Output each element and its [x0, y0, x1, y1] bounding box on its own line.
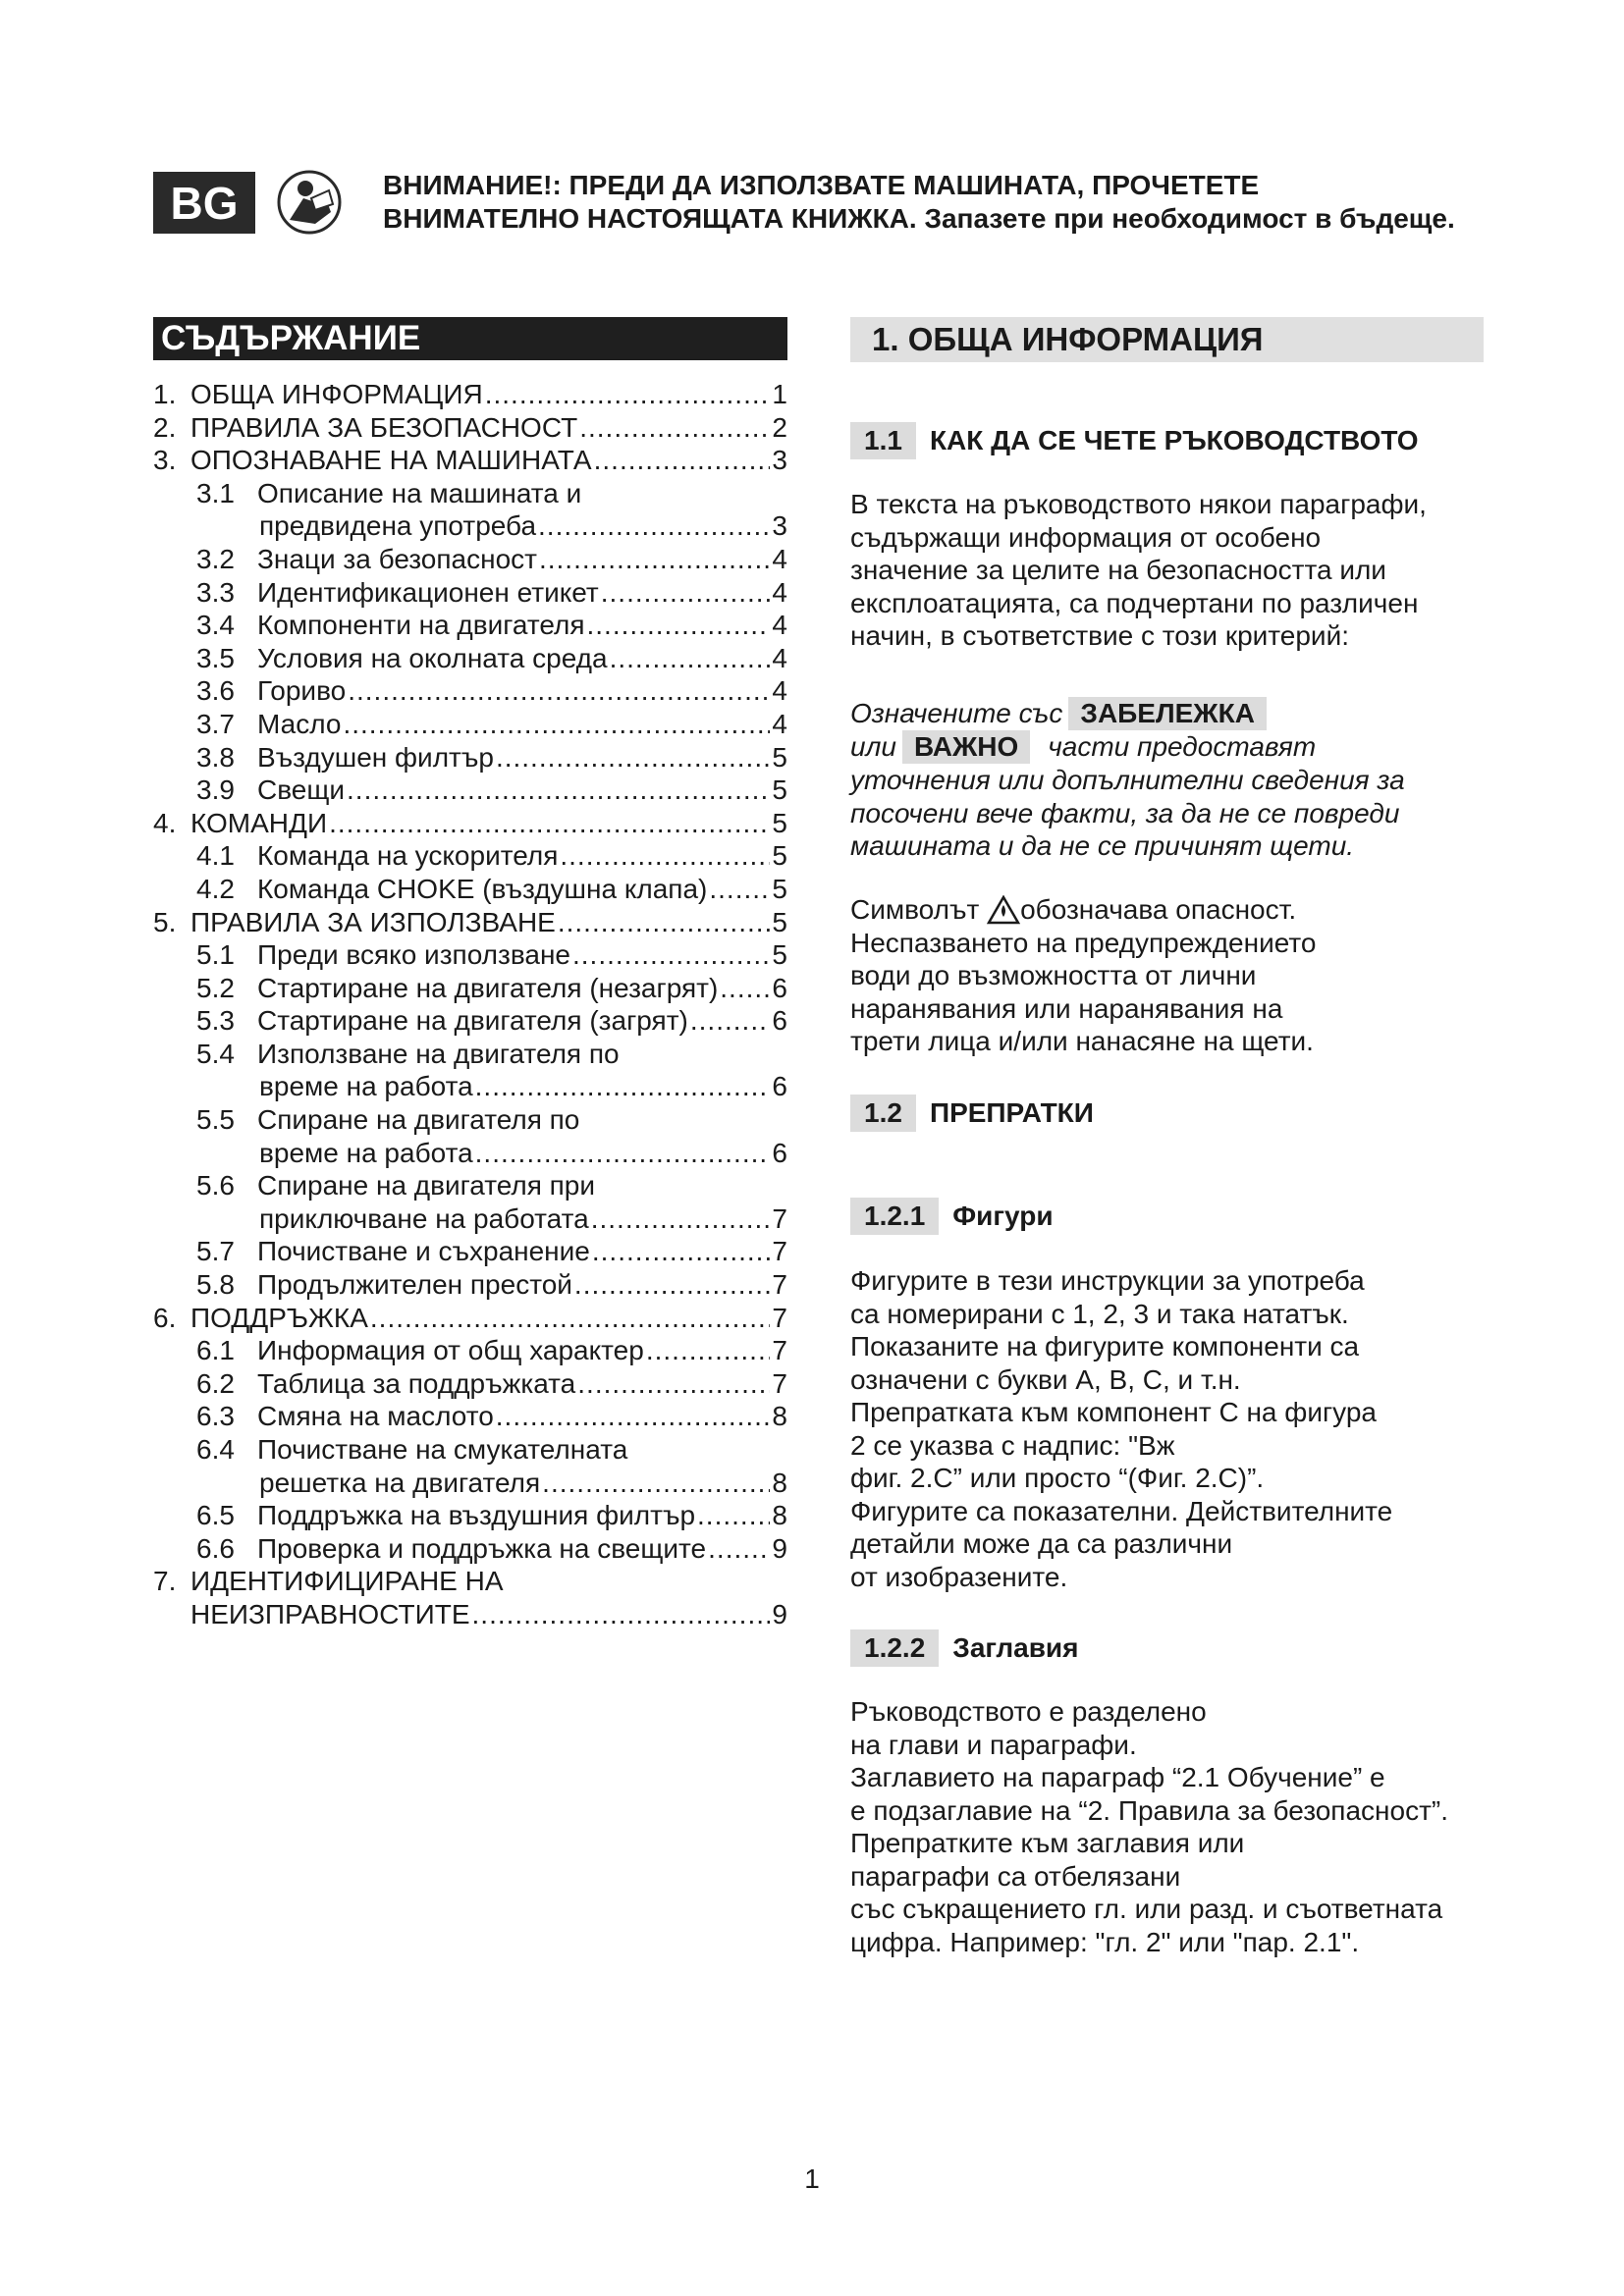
section-1-2-1-text	[850, 1264, 1498, 1593]
toc-entry-number: 5.1	[196, 939, 235, 971]
toc-entry	[153, 1499, 787, 1532]
section-number: 1.1	[850, 422, 916, 459]
text-line: уточнения или допълнителни сведения за	[850, 765, 1405, 795]
toc-leader-dots	[560, 839, 770, 873]
toc-entry-page: 2	[772, 411, 787, 443]
section-1-heading: 1. ОБЩА ИНФОРМАЦИЯ	[850, 317, 1484, 362]
toc-entry-text: време на работа	[259, 1137, 473, 1168]
warning-line-2: ВНИМАТЕЛНО НАСТОЯЩАТА КНИЖКА. Запазете при необходимост в бъдеще.	[383, 203, 1455, 234]
toc-leader-dots	[646, 1334, 771, 1367]
toc-entry-text: НЕИЗПРАВНОСТИТЕ	[190, 1598, 470, 1629]
toc-entry	[153, 1038, 787, 1071]
toc-entry-number: 3.6	[196, 675, 235, 707]
toc-entry-text: Описание на машината и	[257, 477, 582, 508]
text-line: машината и да не се причинят щети.	[850, 830, 1355, 861]
toc-entry	[153, 1598, 787, 1631]
toc-entry-text: Информация от общ характер	[257, 1335, 644, 1366]
section-number: 1.2.2	[850, 1629, 939, 1667]
text-line: на глави и параграфи.	[850, 1729, 1137, 1760]
toc-entry	[153, 1169, 787, 1202]
toc-leader-dots	[496, 741, 770, 774]
toc-entry	[153, 378, 787, 411]
toc-entry-number: 3.7	[196, 708, 235, 739]
toc-entry	[153, 1235, 787, 1268]
toc-entry-number: 5.3	[196, 1005, 235, 1037]
toc-entry-number: 5.	[153, 906, 177, 937]
toc-entry	[153, 873, 787, 906]
toc-entry-number: 5.6	[196, 1170, 235, 1201]
toc-entry	[153, 1532, 787, 1566]
toc-entry-number: 6.6	[196, 1532, 235, 1564]
section-1-2-2-text	[850, 1695, 1498, 1958]
toc-entry-text: Свещи	[257, 774, 346, 806]
toc-entry	[153, 1268, 787, 1302]
toc-entry-number: 6.4	[196, 1434, 235, 1465]
note-after: части предоставят	[1048, 731, 1317, 762]
text-line: Препратката към компонент C на фигура	[850, 1397, 1378, 1427]
toc-entry-page: 3	[772, 445, 787, 476]
toc-entry-text: предвидена употреба	[259, 510, 537, 542]
toc-entry	[153, 1004, 787, 1038]
toc-entry-number: 4.1	[196, 840, 235, 872]
toc-entry-text: Смяна на маслото	[257, 1401, 494, 1432]
toc-entry-text: Таблица за поддръжката	[257, 1367, 576, 1399]
toc-entry-page: 9	[772, 1598, 787, 1629]
toc-entry-page: 5	[772, 939, 787, 971]
toc-leader-dots	[577, 1367, 770, 1401]
toc-entry-page: 6	[772, 972, 787, 1003]
toc-entry-text: ОПОЗНАВАНЕ НА МАШИНАТА	[190, 445, 592, 476]
text-line: съдържащи информация от особено	[850, 521, 1322, 553]
toc-entry-number: 3.8	[196, 741, 235, 773]
toc-entry	[153, 774, 787, 807]
text-line: означени с букви A, B, C, и т.н.	[850, 1363, 1241, 1395]
toc-entry-number: 6.2	[196, 1367, 235, 1399]
toc-entry-page: 5	[772, 807, 787, 838]
toc-entry-page: 4	[772, 543, 787, 574]
toc-entry-page: 7	[772, 1202, 787, 1234]
toc-entry-number: 5.4	[196, 1038, 235, 1069]
toc-leader-dots	[586, 609, 770, 642]
toc-entry-number: 1.	[153, 379, 177, 409]
toc-entry-page: 8	[772, 1500, 787, 1531]
toc-entry-text: ПРАВИЛА ЗА БЕЗОПАСНОСТ	[190, 411, 578, 443]
toc-entry-page: 4	[772, 576, 787, 608]
toc-entry	[153, 839, 787, 873]
warning-notice	[383, 169, 1561, 236]
toc-entry-text: Използване на двигателя по	[257, 1038, 620, 1069]
toc-entry-text: Спиране на двигателя по	[257, 1104, 580, 1136]
toc-entry	[153, 1565, 787, 1598]
text-line: цифра. Например: "гл. 2" или "пар. 2.1".	[850, 1926, 1360, 1957]
toc-entry-text: ОБЩА ИНФОРМАЦИЯ	[190, 379, 483, 409]
toc-entry-page: 5	[772, 840, 787, 872]
toc-entry-text: Компоненти на двигателя	[257, 610, 585, 641]
toc-leader-dots	[343, 708, 770, 741]
toc-entry-text: Проверка и поддръжка на свещите	[257, 1532, 707, 1564]
toc-entry-page: 9	[772, 1532, 787, 1564]
toc-entry-page: 1	[772, 379, 787, 409]
toc-leader-dots	[574, 1268, 771, 1302]
toc-entry-text: Поддръжка на въздушния филтър	[257, 1500, 696, 1531]
toc-entry-number: 2.	[153, 411, 177, 443]
toc-entry-page: 8	[772, 1467, 787, 1498]
toc-entry-number: 7.	[153, 1566, 177, 1597]
text-line: от изобразените.	[850, 1561, 1068, 1592]
toc-entry-page: 7	[772, 1269, 787, 1301]
toc-leader-dots	[485, 378, 771, 411]
important-label: ВАЖНО	[902, 730, 1030, 764]
toc-leader-dots	[472, 1598, 771, 1631]
toc-entry-page: 6	[772, 1005, 787, 1037]
text-line: Ръководството е разделено	[850, 1696, 1207, 1727]
toc-entry	[153, 543, 787, 576]
toc-entry	[153, 807, 787, 840]
text-line: В текста на ръководството някои параграфи,	[850, 489, 1427, 519]
toc-entry-number: 3.	[153, 445, 177, 476]
toc-leader-dots	[348, 674, 770, 708]
language-badge: BG	[153, 172, 255, 234]
toc-entry	[153, 411, 787, 445]
toc-entry-page: 5	[772, 906, 787, 937]
toc-entry	[153, 972, 787, 1005]
toc-entry	[153, 509, 787, 543]
toc-entry	[153, 938, 787, 972]
toc-entry-number: 6.	[153, 1302, 177, 1333]
toc-entry-text: Почистване и съхранение	[257, 1236, 590, 1267]
toc-entry	[153, 1202, 787, 1236]
toc-entry-page: 6	[772, 1137, 787, 1168]
toc-entry-number: 5.5	[196, 1104, 235, 1136]
toc-entry	[153, 576, 787, 610]
toc-entry-text: решетка на двигателя	[259, 1467, 541, 1498]
toc-entry-page: 5	[772, 741, 787, 773]
toc-entry-number: 6.3	[196, 1401, 235, 1432]
text-line: наранявания или наранявания на	[850, 992, 1283, 1024]
toc-entry	[153, 1103, 787, 1137]
toc-leader-dots	[475, 1070, 771, 1103]
toc-entry-number: 3.4	[196, 610, 235, 641]
symbol-after: обозначава опасност.	[1020, 894, 1297, 925]
toc-entry-text: Преди всяко използване	[257, 939, 570, 971]
toc-entry	[153, 906, 787, 939]
text-line: детайли може да са различни	[850, 1528, 1233, 1559]
toc-entry-page: 4	[772, 610, 787, 641]
text-line: със съкращението гл. или разд. и съответната	[850, 1894, 1443, 1924]
toc-entry-number: 6.5	[196, 1500, 235, 1531]
toc-entry-page: 5	[772, 774, 787, 806]
toc-leader-dots	[572, 938, 770, 972]
toc-entry	[153, 1302, 787, 1335]
toc-entry-number: 4.2	[196, 873, 235, 904]
toc-leader-dots	[370, 1302, 771, 1335]
toc-leader-dots	[538, 509, 770, 543]
toc-leader-dots	[558, 906, 771, 939]
toc-entry-number: 3.1	[196, 477, 235, 508]
book-reading-icon	[276, 169, 343, 236]
warning-triangle-icon	[987, 895, 1020, 925]
text-line: Фигурите в тези инструкции за употреба	[850, 1265, 1365, 1296]
text-line: трети лица и/или нанасяне на щети.	[850, 1026, 1314, 1056]
toc-entry-text: Въздушен филтър	[257, 741, 494, 773]
toc-entry	[153, 477, 787, 510]
section-1-2-1-heading	[850, 1198, 1054, 1235]
toc-entry	[153, 1070, 787, 1103]
toc-entry-number: 4.	[153, 807, 177, 838]
toc-leader-dots	[594, 444, 771, 477]
toc-leader-dots	[329, 807, 770, 840]
toc-leader-dots	[708, 1532, 770, 1566]
note-prefix: Означените със	[850, 698, 1063, 728]
toc-entry-text: Гориво	[257, 675, 347, 707]
toc-entry-page: 4	[772, 708, 787, 739]
toc-entry-text: Условия на околната среда	[257, 642, 608, 673]
toc-entry-number: 5.7	[196, 1236, 235, 1267]
toc-entry	[153, 609, 787, 642]
section-number: 1.2	[850, 1095, 916, 1132]
text-line: начин, в съответствие с този критерий:	[850, 620, 1349, 651]
toc-entry-page: 4	[772, 642, 787, 673]
toc-leader-dots	[690, 1004, 771, 1038]
toc-leader-dots	[347, 774, 770, 807]
toc-entry-text: Спиране на двигателя при	[257, 1170, 596, 1201]
or-word: или	[850, 731, 896, 762]
toc-entry-page: 7	[772, 1236, 787, 1267]
toc-entry	[153, 444, 787, 477]
toc-entry-text: Идентификационен етикет	[257, 576, 599, 608]
toc-entry-text: ПОДДРЪЖКА	[190, 1302, 368, 1333]
text-line: води до възможността от лични	[850, 960, 1257, 990]
toc-leader-dots	[579, 411, 770, 445]
toc-entry	[153, 708, 787, 741]
text-line: посочени вече факти, за да не се повреди	[850, 797, 1400, 828]
section-1-2-2-heading	[850, 1629, 1078, 1667]
text-line: Показаните на фигурите компоненти са	[850, 1331, 1360, 1362]
toc-entry-number: 3.2	[196, 543, 235, 574]
toc-leader-dots	[720, 972, 770, 1005]
section-number: 1.2.1	[850, 1198, 939, 1235]
toc-entry-page: 7	[772, 1302, 787, 1333]
toc-entry	[153, 1334, 787, 1367]
page-number: 1	[804, 2163, 820, 2194]
toc-leader-dots	[542, 1467, 770, 1500]
toc-entry-number: 3.9	[196, 774, 235, 806]
section-title: Заглавия	[952, 1632, 1079, 1663]
section-1-1-heading	[850, 422, 1419, 459]
toc-entry-text: ПРАВИЛА ЗА ИЗПОЛЗВАНЕ	[190, 906, 556, 937]
text-line: параграфи са отбелязани	[850, 1860, 1181, 1892]
section-1-2-heading	[850, 1095, 1094, 1132]
toc-entry-text: Продължителен престой	[257, 1269, 572, 1301]
toc-entry-page: 6	[772, 1071, 787, 1102]
toc-entry-text: Почистване на смукателната	[257, 1434, 628, 1465]
toc-leader-dots	[709, 873, 770, 906]
toc-entry-number: 3.3	[196, 576, 235, 608]
toc-leader-dots	[475, 1137, 771, 1170]
toc-entry-text: Стартиране на двигателя (загрят)	[257, 1005, 688, 1037]
section-1-1-intro	[850, 488, 1498, 653]
toc-leader-dots	[697, 1499, 770, 1532]
toc-entry	[153, 642, 787, 675]
toc-entry-page: 7	[772, 1367, 787, 1399]
toc-entry-text: Масло	[257, 708, 342, 739]
note-label: ЗАБЕЛЕЖКА	[1068, 697, 1267, 730]
toc-entry-page: 3	[772, 510, 787, 542]
toc-leader-dots	[610, 642, 771, 675]
toc-entry-text: Команда CHOKE (въздушна клапа)	[257, 873, 708, 904]
text-line: значение за целите на безопасността или	[850, 555, 1386, 585]
warning-line-1: ВНИМАНИЕ!: ПРЕДИ ДА ИЗПОЛЗВАТЕ МАШИНАТА, ПРОЧЕТЕТЕ	[383, 170, 1260, 200]
toc-entry-text: време на работа	[259, 1071, 473, 1102]
toc-entry-text: КОМАНДИ	[190, 807, 328, 838]
text-line: Неспазването на предупреждението	[850, 927, 1317, 958]
text-line: е подзаглавие на “2. Правила за безопасност”.	[850, 1794, 1448, 1826]
symbol-prefix: Символът	[850, 894, 980, 925]
toc-entry-text: Стартиране на двигателя (незагрят)	[257, 972, 719, 1003]
toc-entry-page: 7	[772, 1335, 787, 1366]
toc-entry	[153, 1467, 787, 1500]
toc-entry	[153, 1400, 787, 1433]
toc-entry-text: Команда на ускорителя	[257, 840, 559, 872]
toc-entry-number: 5.8	[196, 1269, 235, 1301]
text-line: фиг. 2.C” или просто “(Фиг. 2.C)”.	[850, 1463, 1265, 1493]
section-title: КАК ДА СЕ ЧЕТЕ РЪКОВОДСТВОТО	[929, 425, 1419, 455]
note-paragraph	[850, 697, 1498, 863]
toc-entry-number: 3.5	[196, 642, 235, 673]
table-of-contents	[153, 378, 787, 1631]
toc-leader-dots	[539, 543, 770, 576]
text-line: Фигурите са показателни. Действителните	[850, 1495, 1393, 1526]
text-line: са номерирани с 1, 2, 3 и така нататък.	[850, 1298, 1349, 1329]
toc-entry-text: ИДЕНТИФИЦИРАНЕ НА	[190, 1566, 504, 1597]
toc-entry	[153, 1367, 787, 1401]
section-title: Фигури	[952, 1201, 1054, 1231]
toc-entry-page: 5	[772, 873, 787, 904]
text-line: Заглавието на параграф “2.1 Обучение” е	[850, 1762, 1385, 1792]
toc-entry-page: 4	[772, 675, 787, 707]
toc-entry	[153, 1433, 787, 1467]
toc-title: СЪДЪРЖАНИЕ	[153, 317, 787, 360]
symbol-paragraph	[850, 893, 1498, 1058]
toc-entry-text: Знаци за безопасност	[257, 543, 537, 574]
toc-leader-dots	[601, 576, 771, 610]
toc-entry-text: приключване на работата	[259, 1202, 589, 1234]
text-line: 2 се указва с надпис: "Вж	[850, 1429, 1175, 1461]
toc-leader-dots	[496, 1400, 771, 1433]
toc-leader-dots	[591, 1202, 771, 1236]
toc-entry	[153, 1137, 787, 1170]
toc-entry-page: 8	[772, 1401, 787, 1432]
text-line: експлоатацията, са подчертани по различен	[850, 587, 1419, 618]
toc-entry	[153, 674, 787, 708]
toc-entry	[153, 741, 787, 774]
toc-leader-dots	[592, 1235, 771, 1268]
toc-entry-number: 6.1	[196, 1335, 235, 1366]
text-line: Препратките към заглавия или	[850, 1828, 1245, 1858]
toc-entry-number: 5.2	[196, 972, 235, 1003]
section-title: ПРЕПРАТКИ	[929, 1097, 1094, 1128]
